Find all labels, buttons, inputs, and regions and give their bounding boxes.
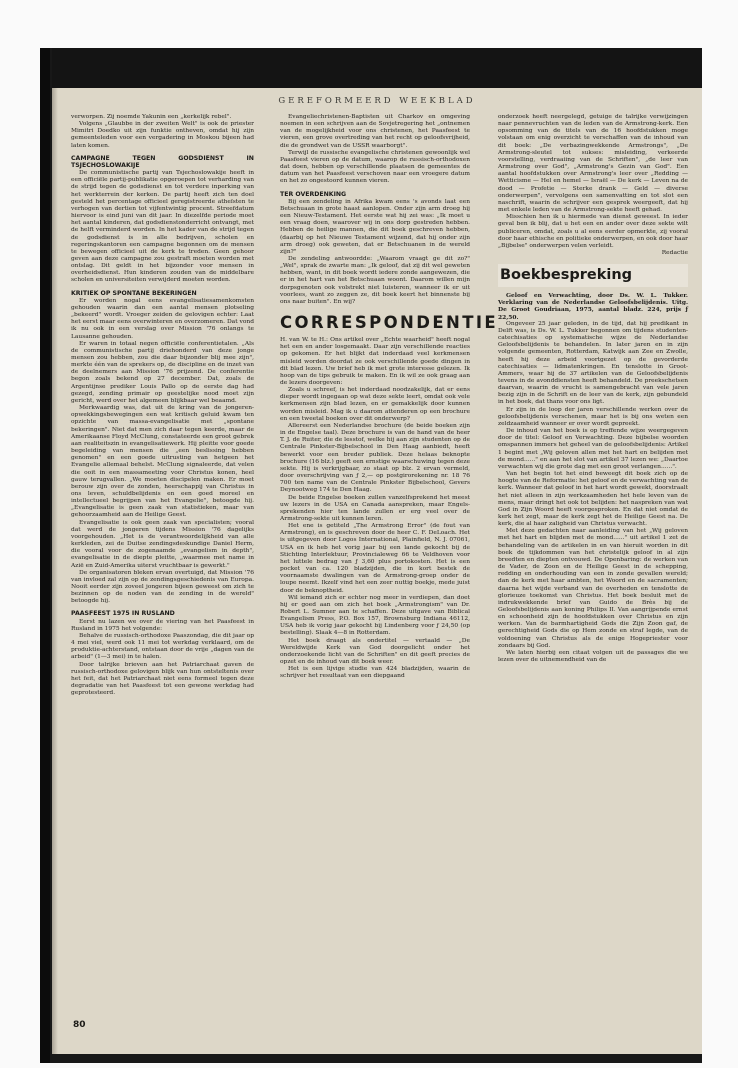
paragraph: onderzoek heeft neergelegd, getuige de talrijke verwijzingen naar pennevruchten van de leden van de Armstrong-kerk. Een opsomming van de titels van de 16 hoofdstukken moge volstaan om enig overzicht te verschaffen van de inhoud van dit boek: „De verbazingwekkende Armstrongs", „De Armstrong-sleutel tot sukses: misleiding, verkeerde voorstelling, verdraaiing van de Schriften", „de leer van Armstrong over God", „Armstrong's Gezin van God". Een aantal hoofdstukken over Armstrong's leer over „Redding — Wetticisme — Hel en hemel — Israël — De kerk — Leven na de dood — Profetie — Sterke drank — Geld — diverse onderwerpen", vervolgens een samenvatting en tot slot een naschrift, waarin de schrijver een gesprek weergeeft, dat hij met enkele leden van de Armstrong-sekte heeft gehad. [498, 114, 688, 214]
section-heading: TER OVERDENKING [280, 190, 347, 198]
paragraph: Bij een zendeling in Afrika kwam eens 's avonds laat een Betschuaan in grote haast aanlopen. Onder zijn arm droeg hij een Nieuw-Testament. Het eerste wat hij zei was: „Ik moet u een vraag doen, waarover wij in ons dorp gestreden hebben. Hebben de heilige mannen, die dit boek geschreven hebben, (daarbij op het Nieuwe Testament wijzend, dat hij onder zijn arm droeg) ook geweten, dat er Betschuanen in de wereld zijn?" [280, 198, 470, 255]
paragraph: Er zijn in de loop der jaren verschillende werken over de geloofsbelijdenis verschenen, maar het is bij ons weten een zeldzaamheid wanneer er over wordt gepreekt. [498, 406, 688, 427]
paragraph: Misschien hen ik u hiermede van dienst geweest. In ieder geval ben ik blij, dat u het een en ander over deze sekte wilt publiceren, omdat, zoals u al eens eerder opmerkte, zij vooral door haar ethische en politieke onderwerpen, en ook door haar „Bijbelse" onderwerpen velen verleidt. [498, 214, 688, 249]
paragraph: Evangelisatie is ook geen zaak van specialisten; vooral dat werd de jongeren tijdens Mission '76 dagelijks voorgehouden. „Het is de verantwoordelijkheid van alle kerkleden, zei de Duitse zendingsdeskundige Daniel Herm, die vooral voor de zogenaamde „evangelism in depth", evangelisatie in de diepte pleitte, „waarmee met name in Azië en Zuid-Amerika uiterst vruchtbaar is gewerkt." [71, 519, 254, 569]
page-gutter-shadow [52, 88, 58, 1054]
paragraph: De zendeling antwoordde: „Waarom vraagt ge dit zo?" „Wel", sprak de zwarte man: „Ik geloof, dat zij dit wel geweten hebben, want, in dit boek wordt iedere zonde aangewezen, die er in het hart van het Betschuaan woont. Daarom willen mijn dorpsgenoten ook volstrekt niet luisteren, wanneer ik er uit voorlees, want zo zeggen ze, dit boek keert het binnenste bij ons naar buiten". En wij? [280, 255, 470, 305]
book-review-title: Boekbespreking [498, 264, 688, 287]
paragraph: Eerst nu lazen we over de viering van het Paasfeest in Rusland in 1975 het volgende: [71, 618, 254, 632]
paragraph: Het boek draagt als ondertitel — vertaald — „De Wereldwijde Kerk van God doorgelicht onder het onderzoekende licht van de Schriften" en dit geeft precies de opzet en de inhoud van dit boek weer. [280, 637, 470, 666]
paragraph: Met deze gedachten naar aanleiding van het „Wij geloven met het hart en blijden met de mond......" uit artikel 1 zet de behandeling van de artikelen in en van hieruit worden in dit boek de tijkdommen van het christelijk geloof in al zijn breedten en diepten ontvouwd. De Openbaring: de werken van de Vader, de Zoon en de Heilige Geest in de schepping, redding en onderhouding van een in zonde gevallen wereld; dan de kerk met haar ambten, het Woord en de sacramenten; daarna het wijde verband van de overheden en tenslotte de glorieuze toekomst van Christus. Het boek besluit met de indrukwekkende brief van Guido de Brès bij de Geloofsbelijdenis aan koning Philips II. Van aangrijpende ernst en schoonheid zijn de hoofdstukken over Christus en zijn werken. Van de barmhartigheid Gods die Zijn Zoon gaf, de gerechtigheid Gods die op Hem zonde en straf legde, van de voldoening van Christus als de enige Hogepriester voor zondaars bij God. [498, 528, 688, 649]
paragraph: Behalve de russisch-orthodoxe Paaszondag, die dit jaar op 4 mei viel, werd ook 11 mei tot werkdag verklaard, om de produktie-achterstand, ontstaan door de vrije „dagen van de arbeid" (1—3 mei) in te halen. [71, 632, 254, 661]
column-3 [498, 114, 688, 664]
paragraph: De organisatoren bleken ervan overtuigd, dat Mission '76 van invloed zal zijn op de zendingsgeschiedenis van Europa. Nooit eerder zijn zoveel jongeren bijeen geweest om zich te bezinnen op de noden van de zending in de wereld" betoogde hij. [71, 569, 254, 605]
paragraph: H. van W. te H.: Ons artikel over „Echte waarheid" heeft nogal het een en ander losgemaakt. Daar zijn verschillende reacties op gekomen. Er het blijkt dat inderdaad veel kerkmensen misleid worden doordat ze ook verschillende goede dingen in dit blad lezen. Uw brief heb ik met grote interesse gelezen. Ik hoop van de tips gebruik te maken. En ik wil ze ook graag aan de lezers doorgeven: [280, 337, 470, 386]
column-2 [280, 114, 499, 681]
section-heading: KRITIEK OP SPONTANE BEKERINGEN [71, 289, 197, 297]
paragraph: Er worden nogal eens evangelisatiesamenkomsten gehouden waarin dan een aantal mensen plotseling „bekeerd" wordt. Vroeger zeiden de gelovigen echter: Laat het eerst maar eens overwinteren en overzomeren. Dat vond ik nu ook in een verslag over Mission '76 onlangs te Lausanne gehouden. [71, 297, 254, 340]
paragraph: Het is een lijvige studie van 424 bladzijden, waarin de schrijver het resultaat van een diepgaand [280, 666, 470, 680]
paragraph: Zoals u schreef, is het inderdaad noodzakelijk, dat er eens dieper wordt ingegaan op wat deze sekte leert, omdat ook vele kerkmensen zijn blad lezen, en er gemakkelijk door kunnen worden misleid. Mag ik u daarom attenderen op een brochure en een tweetal boeken over dit onderwerp? [280, 387, 470, 422]
column-1 [71, 114, 254, 697]
paragraph: Terwijl de russische evangelische christenen gewoonlijk wel Paasfeest vieren op de datum, waarop de russisch-orthodoxen dat doen, hebben op verschillende plaatsen de gemeentes de datum van het Paasfeest verschoven naar een vroegere datum en het zo ongestoord kunnen vieren. [280, 149, 470, 185]
paragraph: Allereerst een Nederlandse brochure (de beide boeken zijn in de Engelse taal). Deze brochure is van de hand van de heer T. J. de Ruiter, die de lesstof, welke hij aan zijn studenten op de Centrale Pinkster-Bijbelschool in Den Haag aanbiedt, heeft bewerkt voor een breder publiek. Deze helaas beknopte brochure (16 blz.) geeft een ernstige waarschuwing tegen deze sekte. Hij is verkrijgbaar, zo staat op blz. 2 ervan vermeld, door overschrijving van ƒ 2,— op postgirorekening nr. 18 76 700 ten name van de Centrale Pinkster Bijbelschool, Gevers Deynootweg 174 te Den Haag. [280, 422, 470, 494]
book-info: Geloof en Verwachting, door Ds. W. L. Tukker. Verklaring van de Nederlandse Geloofsbelijdenis. Uitg. De Groot Goudriaan, 1975, aantal bladz. 224, prijs ƒ 22,50. [498, 292, 688, 321]
paragraph: Er waren in totaal negen officiële conferentietalen. „Als de communistische partij driehonderd van deze jonge mensen zou hebben, zou die daar bijzonder blij mee zijn", merkte één van de sprekers op, de discipline en de inzet van de deelnemers aan Mission '76 prijzend. De conferentie begon zoals bekend op 27 december. Dat, zoals de Argentijnse prediker Louis Pallo op de eerste dag had gezegd, zending primair op geestelijke nood moet zijn gericht, werd over het algemeen blijkbaar wel beaamd. [71, 340, 254, 404]
correspondence-title: CORRESPONDENTIE [280, 313, 499, 333]
paragraph: De inhoud van het boek is op treffende wijze weergegeven door de titel: Geloof en Verwachting. Deze bijbelse woorden omspannen immers het geheel van de geloofsbelijdenis: Artikel 1 begint met „Wij geloven allen met het hart en belijden met de mond......" en aan het slot van artikel 37 lezen we: „Daartoe verwachten wij die grote dag met een groot verlangen......". [498, 428, 688, 470]
section-heading: PAASFEEST 1975 IN RUSLAND [71, 610, 175, 618]
paragraph: Evangeliechristenen-Baptisten uit Charkov en omgeving noemen in een schrijven aan de Sovjetregering het „ontnemen van de mogelijkheid voor ons christenen, het Paasfeest te vieren, een grove overtreding van het recht op geloofsvrijheid, die de grondwet van de USSR waarborgt". [280, 114, 470, 149]
scan-left-edge [40, 48, 50, 1063]
paragraph: Van het begin tot het eind beweegt dit boek zich op de hoogte van de Reformatie: het geloof en de verwachting van de kerk. Wanneer dat geloof in het hart wordt gewekt, doorstraalt het niet alleen in zijn werkzaamheden het hele leven van de mens, maar dringt het ook tot belijden: het naspreken van wat God in Zijn Woord heeft voorgesproken. En dat niet omdat de kerk het zegt, maar de kerk zegt het de Heilige Geest na. De kerk, die al haar zaligheid van Christus verwacht. [498, 471, 688, 528]
paragraph: Wil iemand zich er echter nog meer in verdiepen, dan doet hij er goed aan om zich het boek „Armstrongism" van Dr. Robert L. Sumner aan te schaffen. Deze uitgave van Biblical Evangelism Press, P.O. Box 157, Brownsburg Indiana 46112, USA heb ik vorig jaar gekocht bij Lindenberg voor ƒ 24,50 (op bestelling). Slaak 4—8 in Rotterdam. [280, 594, 470, 637]
signature: Redactie [661, 249, 688, 256]
paragraph: Het ene is getiteld „The Armstrong Error" (de fout van Armstrong), en is geschreven door de heer C. F. DeLoach. Het is uitgegeven door Logos International, Plainfield, N. J. 07061, USA en ik heb het vorig jaar bij een lande gekocht bij de Stichting Interlektuur, Provincialeweg 66 te Veldhoven voor het luttele bedrag van ƒ 3,60 plus portokosten. Het is een pocket van ca. 120 bladzijden, die in kort bestek de voornaamste dwalingen van de Armstrong-groep onder de loupe neemt. Ikzelf vind het een zeer nuttig boekje, mede juist door de beknoptheid. [280, 523, 470, 594]
paragraph: verworpen. Zij noemde Yakunin een „kerkelijk rebel". [71, 114, 232, 120]
page-header: GEREFORMEERD WEEKBLAD [278, 96, 476, 106]
page-number: 80 [73, 1020, 86, 1030]
scan-top-edge [52, 48, 702, 88]
paragraph: Ongeveer 25 jaar geleden, in de tijd, dat hij predikant in Delft was, is Ds. W. L. Tukker begonnen om tijdens studenten-catechisaties op systematische wijze de Nederlandse Geloofsbelijdenis te behandelen. In later jaren en in zijn volgende gemeenten, Rotterdam, Katwijk aan Zee en Zwolle, heeft hij deze arbeid voortgezet op de gevorderde catechisaties — lidmatenkringen. En tenslotte in Groot-Ammers, waar hij de 37 artikelen van de Geloofsbelijdenis tevens in de avonddiensten heeft behandeld. De preekschetsen daarvan, waarin de vrucht is samengebracht van vele jaren bezig zijn in de Schrift en de leer van de kerk, zijn gebundeld in het boek, dat thans voor ons ligt. [498, 320, 688, 406]
paragraph: De communistische partij van Tsjechoslowakije heeft in een officiële partij-publikatie opgeroepen tot verharding van de strijd tegen de godsdienst en tot verdere inperking van het werkterrein der kerken. De partij heeft zich ten doel gesteld het percentage officieel geregistreerde atheïsten te verhogen van dertien tot vijfentwintig procent. Streefdatum hiervoor is eind juni van dit jaar. In diezelfde periode moet het aantal kinderen, dat godsdienstonderricht ontvangt, met de helft verminderd worden. In het kader van de strijd tegen de godsdienst is in alle bedrijven, scholen en regeringskantoren een campagne begonnen om de mensen te bewegen officieel uit de kerk te treden. Geen gehoor geven aan deze campagne zou gestraft moeten worden met ontslag. Dit geldt in het bijzonder voor mensen in overheidsdienst. Hun kinderen zouden van de middelbare scholen en universiteiten verwijderd moeten worden. [71, 170, 254, 284]
paragraph: Volgens „Glaubbe in der zweiten Welt" is ook de priester Mimitri Doedko uit zijn funktie ontheven, omdat hij zijn gemeenteleden voor een vergadering in Moskou bijeen had laten komen. [71, 121, 254, 149]
paragraph: De beide Engelse boeken zullen vanzelfsprekend het meest uw lezers in de USA en Canada aanspreken, maar Engels-sprekenden hier ten lande zullen er erg veel over de Armstrong-sekte uit kunnen leren. [280, 494, 470, 522]
paragraph: Merkwaardig was, dat uit de kring van de jongeren-opwekkingsbewegingen een wat kritisch geluid kwam ten opzichte van massa-evangelisatie met „spontane bekeringen". Niet dat men zich daar tegen keerde, maar de Amerikaanse Floyd McClung, constateerde een groot gebrek aan realiteitszin in evangelisatiewerk. Hij pleitte voor goede begeleiding van mensen die „een beslissing hebben genomen" en een goede uitrusting van hetgeen het Evangelie allemaal behelst. McClung signaleerde, dat velen die ooit in een massameeting voor Christus konen, heel gauw terugvallen. „We moeten discipelen maken. Er moet berouw zijn over de zonden, heerschappij van Christus in ons leven, schuldbelijdenis en een goed moreel en intellectueel begrijpen van het Evangelie", betoogde hij. „Evangelisatie is geen zaak van statistieken, maar van gehoorzaamheid aan de Heilige Geest. [71, 405, 254, 519]
newspaper-page [52, 88, 702, 1054]
section-heading: CAMPAGNE TEGEN GODSDIENST IN TSJECHOSLOWAKIJE [71, 154, 254, 169]
paragraph: We laten hierbij een citaat volgen uit de passages die we lezen over de uitnemendheid van de [498, 649, 688, 664]
paragraph: Door talrijke brieven aan het Patriarchaat gaven de russisch-orthodoxe gelovigen blijk van hun ontsteltenis over het feit, dat het Patriarchaat niet eens formeel tegen deze degradatie van het Paasfeest tot een gewone werkdag had geprotesteerd. [71, 661, 254, 697]
